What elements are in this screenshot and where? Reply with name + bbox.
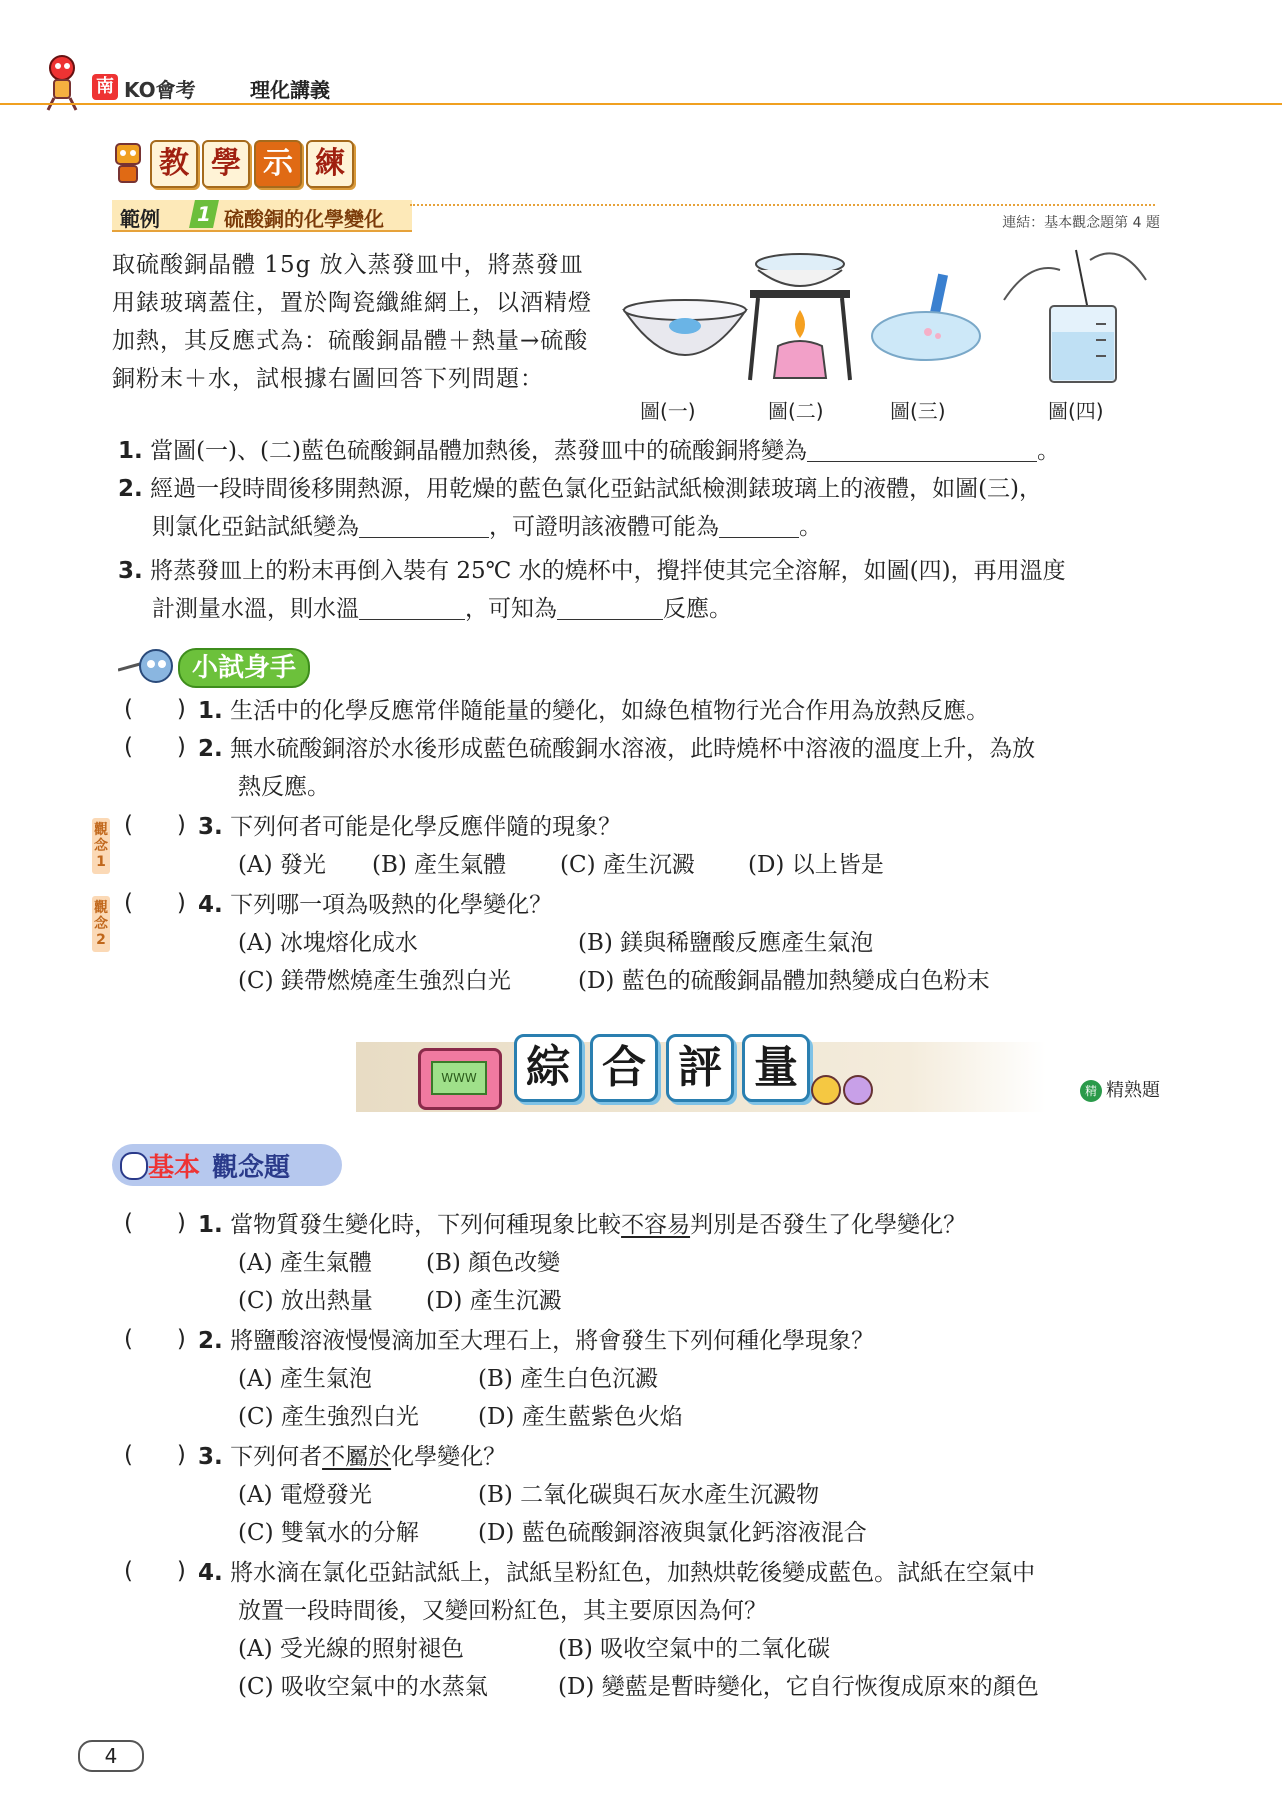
trial-item-3: 3. 下列何者可能是化學反應伴隨的現象？ xyxy=(198,814,622,840)
subject-title: 理化講義 xyxy=(250,78,330,102)
option[interactable]: (C) 放出熱量 xyxy=(238,1288,373,1314)
banner-char: 綜 xyxy=(514,1034,582,1102)
teaching-banner xyxy=(150,140,354,188)
option[interactable]: (C) 吸收空氣中的水蒸氣 xyxy=(238,1674,488,1700)
robot-icon xyxy=(110,140,146,188)
skill-label: 精 精熟題 xyxy=(1080,1076,1160,1102)
answer-paren[interactable]: ( ) xyxy=(124,1442,186,1468)
basic-concept-banner: 基本 觀念題 xyxy=(112,1144,342,1186)
trial-item-2: 2. 無水硫酸銅溶於水後形成藍色硫酸銅水溶液，此時燒杯中溶液的溫度上升，為放 xyxy=(198,736,1036,762)
example-title: 硫酸銅的化學變化 xyxy=(224,207,384,231)
example-intro: 取硫酸銅晶體 15g 放入蒸發皿中，將蒸發皿用錶玻璃蓋住，置於陶瓷纖維網上，以酒精燈加熱，其反應式為：硫酸銅晶體＋熱量→硫酸銅粉末＋水，試根據右圖回答下列問題： xyxy=(112,252,592,392)
example-question-2-line2: 則氯化亞鈷試紙變為 ，可證明該液體可能為 。 xyxy=(152,514,822,540)
answer-blank[interactable] xyxy=(807,437,1037,462)
answer-blank[interactable] xyxy=(359,513,489,538)
example-label: 範例 xyxy=(120,207,160,231)
option[interactable]: (A) 電燈發光 xyxy=(238,1482,372,1508)
option[interactable]: (B) 產生氣體 xyxy=(372,852,507,878)
answer-paren[interactable]: ( ) xyxy=(124,1558,186,1584)
example-question-2: 2. 經過一段時間後移開熱源，用乾燥的藍色氯化亞鈷試紙檢測錶玻璃上的液體，如圖(三)， xyxy=(118,476,1043,502)
answer-blank[interactable] xyxy=(719,513,799,538)
banner-char: 學 xyxy=(202,140,250,188)
option[interactable]: (B) 顏色改變 xyxy=(426,1250,561,1276)
option[interactable]: (A) 產生氣體 xyxy=(238,1250,372,1276)
figure-caption: 圖(一) xyxy=(640,399,696,423)
option[interactable]: (D) 變藍是暫時變化，它自行恢復成原來的顏色 xyxy=(558,1674,1039,1700)
banner-char: 練 xyxy=(306,140,354,188)
banner-char: 量 xyxy=(742,1034,810,1102)
burner-setup-illustration xyxy=(740,250,860,385)
option[interactable]: (A) 受光線的照射褪色 xyxy=(238,1636,464,1662)
option[interactable]: (B) 二氧化碳與石灰水產生沉澱物 xyxy=(478,1482,820,1508)
banner-char: 合 xyxy=(590,1034,658,1102)
option[interactable]: (D) 產生沉澱 xyxy=(426,1288,562,1314)
character-icon xyxy=(118,646,178,686)
review-item-4-line2: 放置一段時間後，又變回粉紅色，其主要原因為何？ xyxy=(238,1598,767,1624)
option[interactable]: (A) 發光 xyxy=(238,852,326,878)
option[interactable]: (D) 藍色的硫酸銅晶體加熱變成白色粉末 xyxy=(578,968,990,994)
trial-item-2-line2: 熱反應。 xyxy=(238,774,330,800)
trial-title: 小試身手 xyxy=(178,648,310,688)
answer-paren[interactable]: ( ) xyxy=(124,890,186,916)
concept-tag: 觀念2 xyxy=(92,896,110,952)
option[interactable]: (D) 產生藍紫色火焰 xyxy=(478,1404,683,1430)
option[interactable]: (C) 產生強烈白光 xyxy=(238,1404,419,1430)
banner-char: 教 xyxy=(150,140,198,188)
answer-paren[interactable]: ( ) xyxy=(124,812,186,838)
answer-blank[interactable] xyxy=(359,595,465,620)
option[interactable]: (B) 產生白色沉澱 xyxy=(478,1366,659,1392)
trial-item-4: 4. 下列哪一項為吸熱的化學變化？ xyxy=(198,892,553,918)
brand-mark: 南 xyxy=(92,74,118,100)
figure-caption: 圖(二) xyxy=(768,399,824,423)
review-item-4: 4. 將水滴在氯化亞鈷試紙上，試紙呈粉紅色，加熱烘乾後變成藍色。試紙在空氣中 xyxy=(198,1560,1036,1586)
watch-glass-illustration xyxy=(868,270,986,370)
option[interactable]: (C) 鎂帶燃燒產生強烈白光 xyxy=(238,968,511,994)
figure-caption: 圖(三) xyxy=(890,399,946,423)
answer-blank[interactable] xyxy=(557,595,663,620)
trial-item-1: 1. 生活中的化學反應常伴隨能量的變化，如綠色植物行光合作用為放熱反應。 xyxy=(198,698,990,724)
answer-paren[interactable]: ( ) xyxy=(124,1210,186,1236)
answer-paren[interactable]: ( ) xyxy=(124,734,186,760)
option[interactable]: (C) 雙氧水的分解 xyxy=(238,1520,419,1546)
example-number: 1 xyxy=(189,200,219,228)
banner-char: 評 xyxy=(666,1034,734,1102)
example-question-3: 3. 將蒸發皿上的粉末再倒入裝有 25℃ 水的燒杯中，攪拌使其完全溶解，如圖(四)，再用溫度 xyxy=(118,558,1066,584)
option[interactable]: (D) 以上皆是 xyxy=(748,852,884,878)
concept-tag: 觀念1 xyxy=(92,818,110,874)
figure-caption: 圖(四) xyxy=(1048,399,1104,423)
review-item-2: 2. 將鹽酸溶液慢慢滴加至大理石上，將會發生下列何種化學現象？ xyxy=(198,1328,875,1354)
brand-name: KO會考 xyxy=(124,78,196,102)
tv-mascot-icon xyxy=(418,1048,502,1110)
example-question-3-line2: 計測量水溫，則水溫 ，可知為 反應。 xyxy=(152,596,732,622)
mascot-pair-icon xyxy=(808,1064,878,1108)
option[interactable]: (B) 鎂與稀鹽酸反應產生氣泡 xyxy=(578,930,874,956)
option[interactable]: (D) 藍色硫酸銅溶液與氯化鈣溶液混合 xyxy=(478,1520,867,1546)
option[interactable]: (B) 吸收空氣中的二氧化碳 xyxy=(558,1636,831,1662)
example-tag xyxy=(112,200,412,232)
review-item-3: 3. 下列何者不屬於化學變化？ xyxy=(198,1444,507,1470)
lightbulb-icon xyxy=(120,1152,148,1180)
beaker-illustration xyxy=(1000,240,1150,385)
trial-banner xyxy=(118,646,328,686)
option[interactable]: (C) 產生沉澱 xyxy=(560,852,695,878)
tv-screen: WWW xyxy=(431,1061,487,1095)
header-divider xyxy=(0,103,1282,105)
banner-char: 示 xyxy=(254,140,302,188)
review-item-1: 1. 當物質發生變化時，下列何種現象比較不容易判別是否發生了化學變化？ xyxy=(198,1212,967,1238)
option[interactable]: (A) 冰塊熔化成水 xyxy=(238,930,418,956)
option[interactable]: (A) 產生氣泡 xyxy=(238,1366,372,1392)
dotted-divider xyxy=(410,204,1155,206)
page-number: 4 xyxy=(78,1740,144,1772)
evaporating-dish-illustration xyxy=(618,290,752,380)
review-banner xyxy=(514,1034,810,1102)
answer-paren[interactable]: ( ) xyxy=(124,696,186,722)
skill-badge-icon: 精 xyxy=(1080,1080,1102,1102)
answer-paren[interactable]: ( ) xyxy=(124,1326,186,1352)
link-note: 連結：基本觀念題第 4 題 xyxy=(1002,215,1160,231)
example-question-1: 1. 當圖(一)、(二)藍色硫酸銅晶體加熱後，蒸發皿中的硫酸銅將變為 。 xyxy=(118,438,1060,464)
